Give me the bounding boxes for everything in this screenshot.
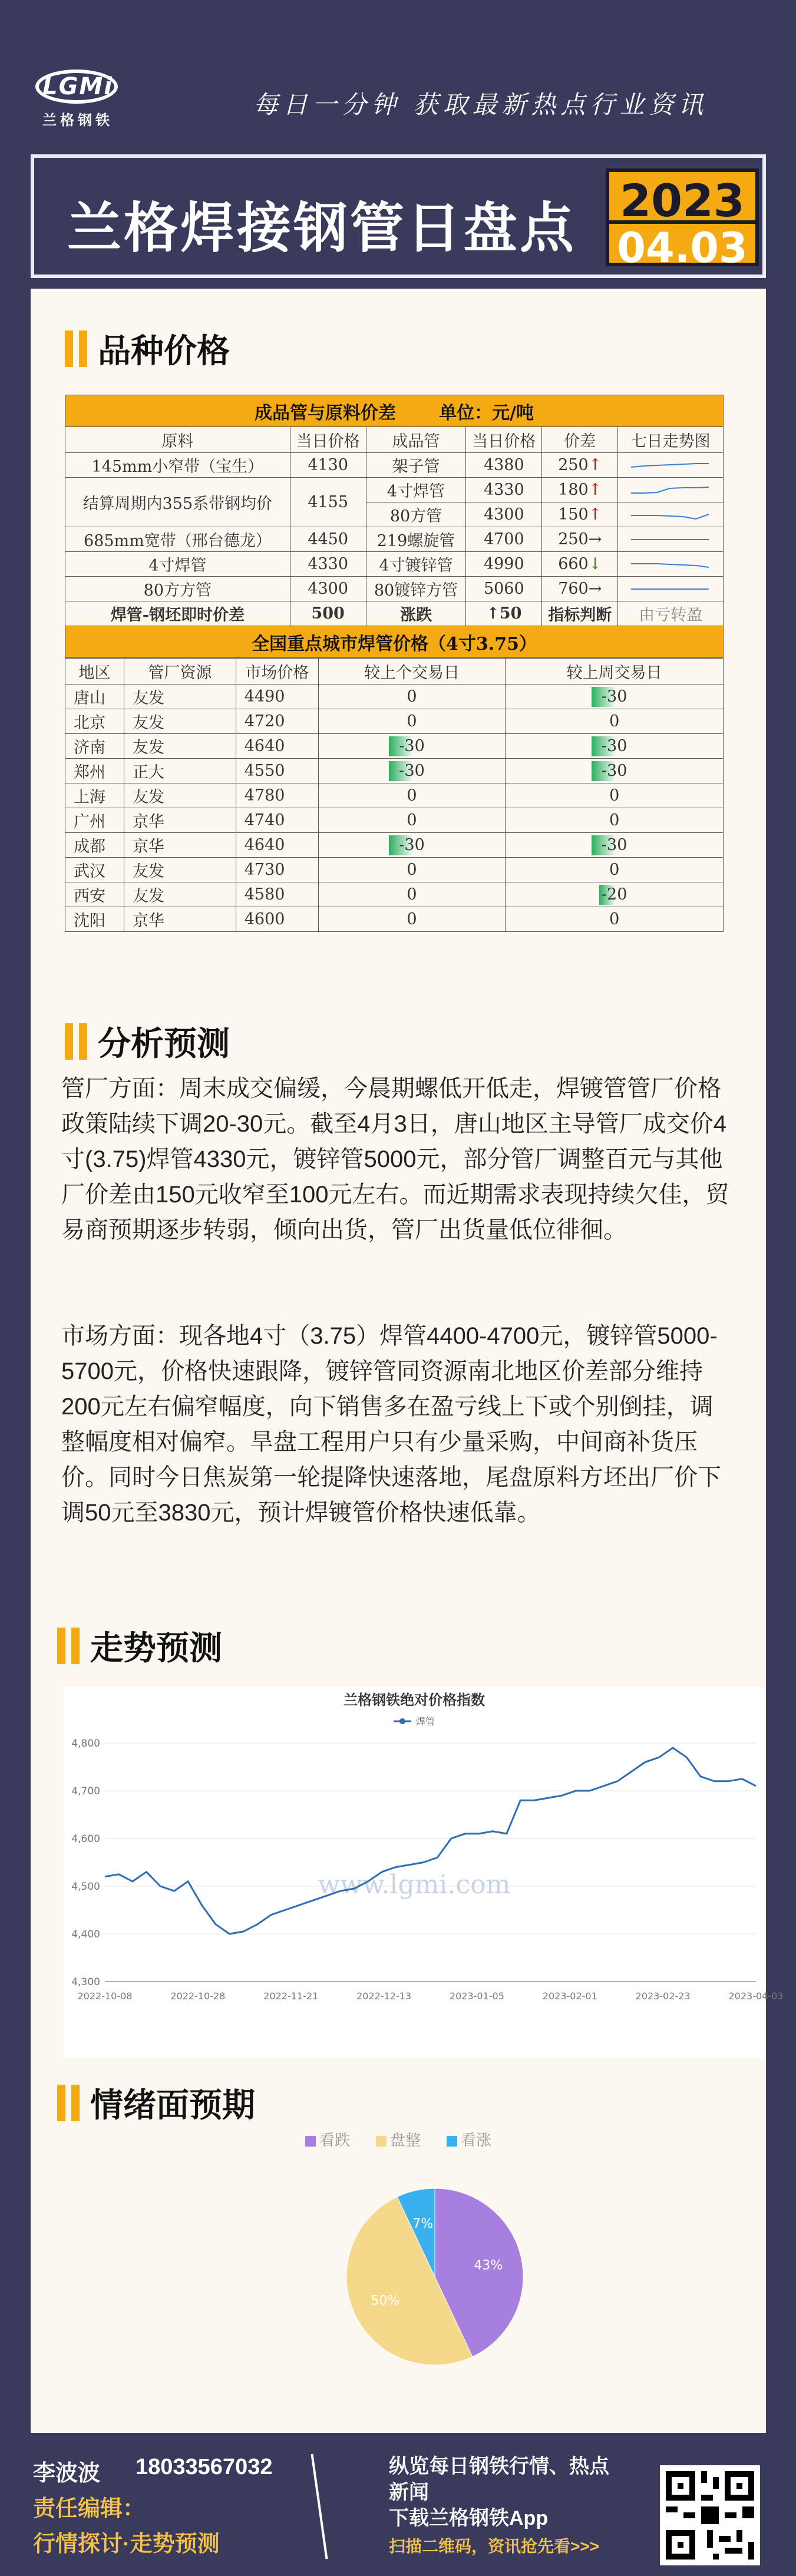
summary-judge-label: 指标判断 (542, 601, 618, 626)
sparkline-path (631, 514, 709, 519)
line-chart-svg (64, 1687, 784, 2058)
src-cell: 友发 (124, 882, 236, 907)
column-header: 较上周交易日 (506, 659, 724, 684)
week-change-cell (506, 684, 724, 709)
week-change-cell (506, 833, 724, 858)
column-header: 市场价格 (236, 659, 318, 684)
date-year: 2023 (620, 174, 745, 227)
spread-cell (542, 552, 618, 577)
page-title: 兰格焊接钢管日盘点 (67, 197, 577, 260)
sparkline-path (631, 487, 709, 493)
change-value: -30 (601, 687, 627, 706)
spread-value: 180 (558, 481, 589, 499)
city-row (65, 734, 724, 759)
change-value: 0 (407, 811, 417, 829)
src-cell: 友发 (124, 684, 236, 709)
change-value: 0 (407, 786, 417, 805)
day-change-cell (318, 759, 506, 783)
week-change-cell (506, 882, 724, 907)
column-header: 原料 (65, 427, 290, 453)
summary-label: 焊管-钢坯即时价差 (65, 601, 290, 626)
table-row (65, 453, 724, 478)
city-cell: 广州 (65, 808, 124, 833)
city-cell: 西安 (65, 882, 124, 907)
city-row (65, 709, 724, 734)
city-row (65, 833, 724, 858)
change-value: -20 (601, 885, 627, 904)
section-head-analysis (65, 1018, 230, 1065)
product-price-cell: 4300 (466, 502, 542, 527)
change-value: 0 (609, 861, 620, 879)
price-cell: 4740 (236, 808, 318, 833)
city-table (65, 658, 724, 932)
summary-change: ↑50 (466, 601, 542, 626)
pie-label: 7% (412, 2217, 434, 2232)
section-title: 分析预测 (98, 1025, 230, 1063)
city-row (65, 808, 724, 833)
table-row (65, 577, 724, 601)
raw-price-cell: 4155 (290, 478, 366, 527)
city-row (65, 882, 724, 907)
change-value: 0 (609, 910, 620, 928)
week-change-cell (506, 709, 724, 734)
summary-value: 500 (290, 601, 366, 626)
spread-value: 250 (558, 456, 589, 474)
divider (311, 2454, 328, 2560)
raw-material-cell: 685mm宽带（邢台德龙） (65, 527, 290, 552)
pie-chart-svg (64, 2132, 765, 2427)
city-cell: 济南 (65, 734, 124, 759)
sparkline (626, 481, 715, 499)
city-cell: 北京 (65, 709, 124, 734)
author-name: 李波波 (33, 2461, 101, 2486)
raw-price-cell: 4330 (290, 552, 366, 577)
trend-arrow-icon: ↑ (588, 456, 602, 474)
x-tick-label: 2022-10-08 (77, 1990, 133, 2002)
summary-change-label: 涨跌 (366, 601, 466, 626)
legend-marker (399, 1718, 405, 1724)
product-price-cell: 4380 (466, 453, 542, 478)
pie-label: 43% (474, 2258, 503, 2273)
sparkline-cell (618, 527, 724, 552)
change-value: -30 (399, 762, 425, 780)
product-price-cell: 4700 (466, 527, 542, 552)
qr-code[interactable] (660, 2465, 760, 2565)
trend-arrow-icon: → (588, 530, 602, 548)
sparkline (626, 580, 715, 598)
week-change-cell (506, 907, 724, 932)
section-title: 品种价格 (98, 332, 230, 371)
change-value: 0 (407, 687, 417, 706)
sentiment-pie (64, 2132, 765, 2427)
price-cell: 4600 (236, 907, 318, 932)
price-cell: 4640 (236, 833, 318, 858)
city-cell: 郑州 (65, 759, 124, 783)
week-change-cell (506, 783, 724, 808)
x-tick-label: 2022-11-21 (263, 1990, 319, 2002)
sparkline-cell (618, 478, 724, 502)
change-value: -30 (399, 737, 425, 755)
price-cell: 4730 (236, 858, 318, 882)
price-table-title: 成品管与原料价差 单位：元/吨 (65, 395, 724, 427)
change-value: 0 (609, 786, 620, 805)
footer (0, 2436, 796, 2576)
change-value: 0 (407, 910, 417, 928)
day-change-cell (318, 684, 506, 709)
x-tick-label: 2023-04-03 (728, 1990, 784, 2002)
price-cell: 4640 (236, 734, 318, 759)
legend-swatch (305, 2136, 316, 2147)
city-cell: 上海 (65, 783, 124, 808)
column-header: 成品管 (366, 427, 466, 453)
city-row (65, 858, 724, 882)
day-change-cell (318, 907, 506, 932)
sparkline-cell (618, 502, 724, 527)
src-cell: 友发 (124, 709, 236, 734)
price-cell: 4580 (236, 882, 318, 907)
change-value: 0 (609, 712, 620, 730)
price-cell: 4490 (236, 684, 318, 709)
trend-arrow-icon: ↑ (588, 505, 602, 524)
slogan: 每日一分钟 获取最新热点行业资讯 (253, 90, 708, 119)
src-cell: 京华 (124, 833, 236, 858)
sparkline-path (631, 564, 709, 567)
raw-price-cell: 4130 (290, 453, 366, 478)
y-tick-label: 4,700 (71, 1785, 100, 1797)
product-price-cell: 4330 (466, 478, 542, 502)
section-head-trend (57, 1622, 222, 1669)
author-phone: 18033567032 (136, 2455, 273, 2479)
city-row (65, 759, 724, 783)
day-change-cell (318, 783, 506, 808)
promo-line-4[interactable]: 扫描二维码，资讯抢先看>>> (389, 2537, 600, 2555)
y-tick-label: 4,400 (71, 1929, 100, 1940)
product-cell: 80方管 (366, 502, 466, 527)
spread-value: 150 (558, 505, 589, 524)
x-tick-label: 2022-12-13 (356, 1990, 412, 2002)
y-tick-label: 4,300 (71, 1976, 100, 1988)
chart-title: 兰格钢铁绝对价格指数 (343, 1692, 485, 1708)
week-change-cell (506, 734, 724, 759)
day-change-cell (318, 882, 506, 907)
city-cell: 成都 (65, 833, 124, 858)
column-header: 七日走势图 (618, 427, 724, 453)
spread-cell (542, 577, 618, 601)
raw-material-cell: 结算周期内355系带钢均价 (65, 478, 290, 527)
change-value: 0 (407, 861, 417, 879)
spread-value: 760 (558, 580, 589, 598)
src-cell: 友发 (124, 783, 236, 808)
product-cell: 4寸镀锌管 (366, 552, 466, 577)
product-cell: 80镀锌方管 (366, 577, 466, 601)
table-row (65, 527, 724, 552)
spread-cell (542, 478, 618, 502)
sparkline-cell (618, 577, 724, 601)
promo-line-2: 新闻 (389, 2481, 429, 2504)
y-tick-label: 4,500 (71, 1881, 100, 1893)
column-header: 管厂资源 (124, 659, 236, 684)
column-header: 地区 (65, 659, 124, 684)
legend-label: 看涨 (461, 2132, 492, 2150)
product-price-cell: 5060 (466, 577, 542, 601)
section-head-sentiment (57, 2079, 255, 2127)
src-cell: 友发 (124, 734, 236, 759)
top-banner (0, 0, 796, 141)
sparkline (626, 506, 715, 524)
price-table (65, 395, 724, 658)
city-row (65, 907, 724, 932)
city-row (65, 783, 724, 808)
product-cell: 架子管 (366, 453, 466, 478)
section-title: 走势预测 (90, 1629, 222, 1668)
legend-label: 焊管 (416, 1716, 435, 1727)
lgmi-logo (31, 70, 125, 126)
spread-cell (542, 527, 618, 552)
promo-line-1: 纵览每日钢铁行情、热点 (389, 2455, 609, 2478)
change-value: -30 (601, 836, 627, 854)
y-tick-label: 4,600 (71, 1833, 100, 1845)
product-cell: 4寸焊管 (366, 478, 466, 502)
sparkline-cell (618, 453, 724, 478)
date-day: 04.03 (609, 220, 755, 272)
column-header: 当日价格 (290, 427, 366, 453)
day-change-cell (318, 734, 506, 759)
analysis-paragraph-1: 管厂方面：周末成交偏缓，今晨期螺低开低走，焊镀管管厂价格政策陆续下调20-30元。截至4月3日，唐山地区主导管厂成交价4寸(3.75)焊管4330元，镀锌管5000元，部分管厂调整百元与其他厂价差由150元收窄至100元左右。而近期需求表现持续欠佳，贸易商预期逐步转弱，倾向出货，管厂出货量低位徘徊。 (61, 1076, 729, 1243)
table-row (65, 478, 724, 502)
sparkline (626, 555, 715, 573)
footer-topic: 行情探讨·走势预测 (33, 2532, 220, 2557)
change-value: -30 (601, 762, 627, 780)
change-value: 0 (407, 885, 417, 904)
column-header: 较上个交易日 (318, 659, 506, 684)
src-cell: 正大 (124, 759, 236, 783)
column-header: 价差 (542, 427, 618, 453)
spread-cell (542, 453, 618, 478)
product-price-cell: 4990 (466, 552, 542, 577)
section-head-price (65, 325, 230, 372)
summary-judge: 由亏转盈 (618, 601, 724, 626)
day-change-cell (318, 858, 506, 882)
table-row (65, 552, 724, 577)
src-cell: 京华 (124, 907, 236, 932)
spread-value: 660 (558, 555, 589, 573)
logo-subtitle: 兰格钢铁 (42, 111, 113, 128)
week-change-cell (506, 759, 724, 783)
change-value: -30 (399, 836, 425, 854)
section-title: 情绪面预期 (90, 2086, 255, 2125)
trend-arrow-icon: ↓ (588, 555, 602, 573)
sparkline-path (631, 464, 709, 467)
price-cell: 4780 (236, 783, 318, 808)
x-tick-label: 2023-02-01 (542, 1990, 597, 2002)
analysis-paragraph-2: 市场方面：现各地4寸（3.75）焊管4400-4700元，镀锌管5000-5700元，价格快速跟降，镀锌管同资源南北地区价差部分维持200元左右偏窄幅度，向下销售多在盈亏线上下或个别倒挂，调整幅度相对偏窄。旱盘工程用户只有少量采购，中间商补货压价。同时今日焦炭第一轮提降快速落地，尾盘原料方坯出厂价下调50元至3830元，预计焊镀管价格快速低靠。 (61, 1323, 721, 1526)
week-change-cell (506, 858, 724, 882)
sparkline (626, 531, 715, 548)
sparkline (626, 457, 715, 474)
src-cell: 友发 (124, 858, 236, 882)
price-table-wrapper (65, 395, 724, 932)
y-tick-label: 4,800 (71, 1738, 100, 1750)
src-cell: 京华 (124, 808, 236, 833)
x-tick-label: 2023-02-23 (635, 1990, 691, 2002)
x-tick-label: 2022-10-28 (170, 1990, 226, 2002)
spread-value: 250 (558, 530, 589, 548)
x-tick-label: 2023-01-05 (449, 1990, 504, 2002)
trend-arrow-icon: ↑ (588, 481, 602, 499)
week-change-cell (506, 808, 724, 833)
raw-material-cell: 145mm小窄带（宝生） (65, 453, 290, 478)
column-header: 当日价格 (466, 427, 542, 453)
legend-label: 看跌 (319, 2132, 351, 2150)
title-box (31, 154, 766, 278)
spread-cell (542, 502, 618, 527)
city-cell: 唐山 (65, 684, 124, 709)
change-value: 0 (407, 712, 417, 730)
date-badge (606, 168, 759, 272)
day-change-cell (318, 808, 506, 833)
pie-label: 50% (371, 2293, 400, 2309)
promo-line-3: 下载兰格钢铁App (389, 2507, 549, 2529)
price-cell: 4720 (236, 709, 318, 734)
raw-material-cell: 80方方管 (65, 577, 290, 601)
legend-swatch (376, 2136, 387, 2147)
editor-label: 责任编辑： (33, 2496, 146, 2521)
series-line (105, 1748, 756, 1934)
trend-arrow-icon: → (588, 580, 602, 598)
legend-swatch (447, 2136, 457, 2147)
change-value: -30 (601, 737, 627, 755)
city-table-title: 全国重点城市焊管价格（4寸3.75） (65, 626, 724, 658)
sparkline-cell (618, 552, 724, 577)
raw-price-cell: 4450 (290, 527, 366, 552)
legend-label: 盘整 (390, 2132, 421, 2150)
raw-material-cell: 4寸焊管 (65, 552, 290, 577)
chart-watermark: www.lgmi.com (318, 1870, 511, 1900)
city-cell: 武汉 (65, 858, 124, 882)
city-row (65, 684, 724, 709)
product-cell: 219螺旋管 (366, 527, 466, 552)
day-change-cell (318, 709, 506, 734)
raw-price-cell: 4300 (290, 577, 366, 601)
price-index-chart (64, 1687, 784, 2058)
change-value: 0 (609, 811, 620, 829)
day-change-cell (318, 833, 506, 858)
city-cell: 沈阳 (65, 907, 124, 932)
price-cell: 4550 (236, 759, 318, 783)
qr-code-icon (660, 2465, 760, 2565)
logo-text: LGMi (42, 73, 113, 100)
